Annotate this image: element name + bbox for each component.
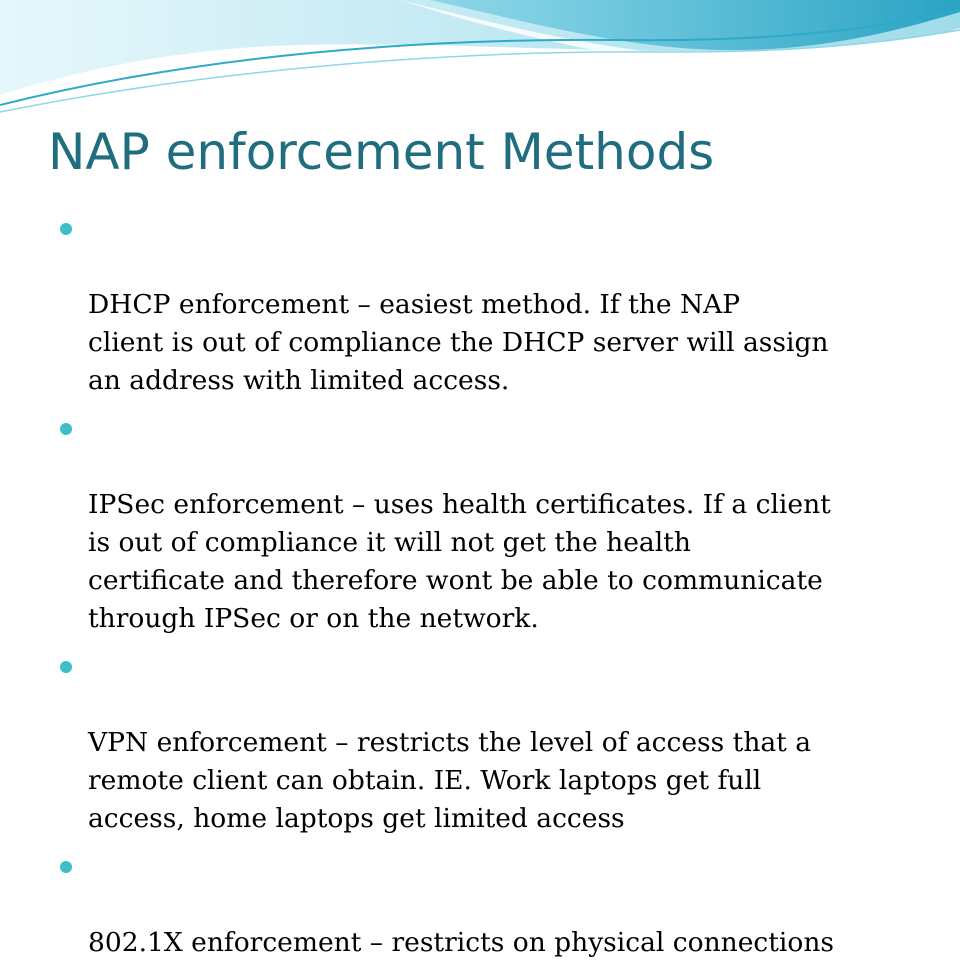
bullet-vpn (60, 648, 920, 838)
bullet-text: DHCP enforcement – easiest method. If the NAP client is out of compliance the DHCP server will assign an address with limited access. (88, 289, 829, 396)
header-wave-decoration (0, 0, 960, 130)
bullet-list (60, 210, 920, 972)
slide-title: NAP enforcement Methods (48, 123, 715, 181)
bullet-dhcp (60, 210, 920, 400)
bullet-dot-icon (60, 423, 72, 435)
bullet-text: VPN enforcement – restricts the level of access that a remote client can obtain. IE. Work laptops get full access, home laptops get limited access (88, 727, 812, 834)
bullet-text: IPSec enforcement – uses health certificates. If a client is out of compliance it will not get the health certificate and therefore wont be able to communicate through IPSec or on the network. (88, 489, 831, 634)
bullet-dot-icon (60, 223, 72, 235)
bullet-8021x (60, 848, 920, 962)
bullet-ipsec (60, 410, 920, 638)
bullet-dot-icon (60, 661, 72, 673)
bullet-text: 802.1X enforcement – restricts on physical connections (88, 927, 834, 958)
bullet-dot-icon (60, 861, 72, 873)
